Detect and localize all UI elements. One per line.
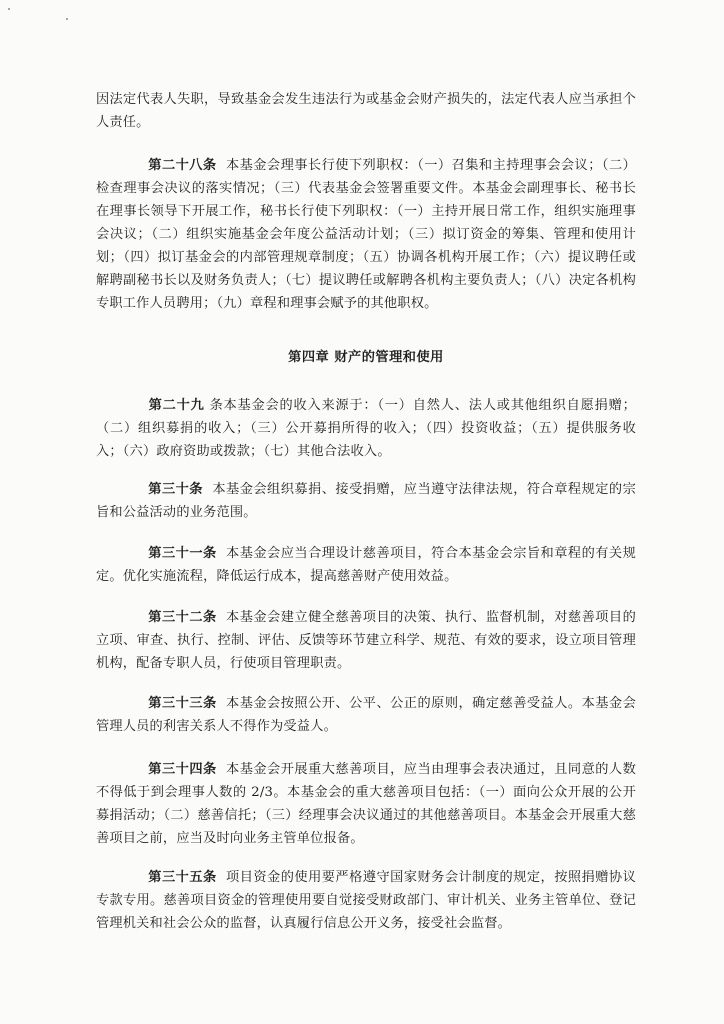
article-30-body: 本基金会组织募捐、接受捐赠，应当遵守法律法规，符合章程规定的宗旨和公益活动的业务范围。 [96,482,636,520]
scan-speck [8,8,10,10]
article-31-body: 本基金会应当合理设计慈善项目，符合本基金会宗旨和章程的有关规定。优化实施流程，降低运行成本，提高慈善财产使用效益。 [96,546,636,584]
article-33-body: 本基金会按照公开、公平、公正的原则，确定慈善受益人。本基金会管理人员的利害关系人不得作为受益人。 [96,696,636,734]
article-28 [96,154,636,315]
continuation-text: 因法定代表人失职，导致基金会发生违法行为或基金会财产损失的，法定代表人应当承担个人责任。 [96,92,636,130]
scan-speck [66,18,68,20]
article-29-body: 条本基金会的收入来源于：（一）自然人、法人或其他组织自愿捐赠；（二）组织募捐的收入；（三）公开募捐所得的收入；（四）投资收益；（五）提供服务收入；（六）政府资助或拨款；（七）其他合法收入。 [96,398,636,459]
article-30 [96,478,636,524]
article-33 [96,692,636,738]
article-32-heading: 第三十二条 [148,610,217,625]
article-32 [96,606,636,675]
article-31-heading: 第三十一条 [148,546,217,561]
article-28-heading: 第二十八条 [148,158,217,173]
article-30-heading: 第三十条 [148,482,203,497]
article-29-heading: 第二十九 [148,398,205,413]
article-34-heading: 第三十四条 [148,762,217,777]
article-31 [96,542,636,588]
article-34-body: 本基金会开展重大慈善项目，应当由理事会表决通过，且同意的人数不得低于到会理事人数的 2/3。本基金会的重大慈善项目包括：（一）面向公众开展的公开募捐活动；（二）慈善信托；（三）经理事会决议通过的其他慈善项目。本基金会开展重大慈善项目之前，应当及时向业务主管单位报备。 [96,762,636,846]
article-35 [96,866,636,935]
article-33-heading: 第三十三条 [148,696,217,711]
article-32-body: 本基金会建立健全慈善项目的决策、执行、监督机制，对慈善项目的立项、审查、执行、控制、评估、反馈等环节建立科学、规范、有效的要求，设立项目管理机构，配备专职人员，行使项目管理职责。 [96,610,636,671]
continuation-paragraph [96,88,636,134]
article-29 [96,394,636,463]
chapter-title: 第四章 财产的管理和使用 [288,350,444,365]
article-35-body: 项目资金的使用要严格遵守国家财务会计制度的规定，按照捐赠协议专款专用。慈善项目资金的管理使用要自觉接受财政部门、审计机关、业务主管单位、登记管理机关和社会公众的监督，认真履行信息公开义务，接受社会监督。 [96,870,636,931]
article-28-body: 本基金会理事长行使下列职权：（一）召集和主持理事会会议；（二）检查理事会决议的落实情况；（三）代表基金会签署重要文件。本基金会副理事长、秘书长在理事长领导下开展工作，秘书长行使下列职权：（一）主持开展日常工作，组织实施理事会决议；（二）组织实施基金会年度公益活动计划；（三）拟订资金的筹集、管理和使用计划；（四）拟订基金会的内部管理规章制度；（五）协调各机构开展工作；（六）提议聘任或解聘副秘书长以及财务负责人；（七）提议聘任或解聘各机构主要负责人；（八）决定各机构专职工作人员聘用；（九）章程和理事会赋予的其他职权。 [96,158,636,311]
article-35-heading: 第三十五条 [148,870,217,885]
article-34 [96,758,636,850]
